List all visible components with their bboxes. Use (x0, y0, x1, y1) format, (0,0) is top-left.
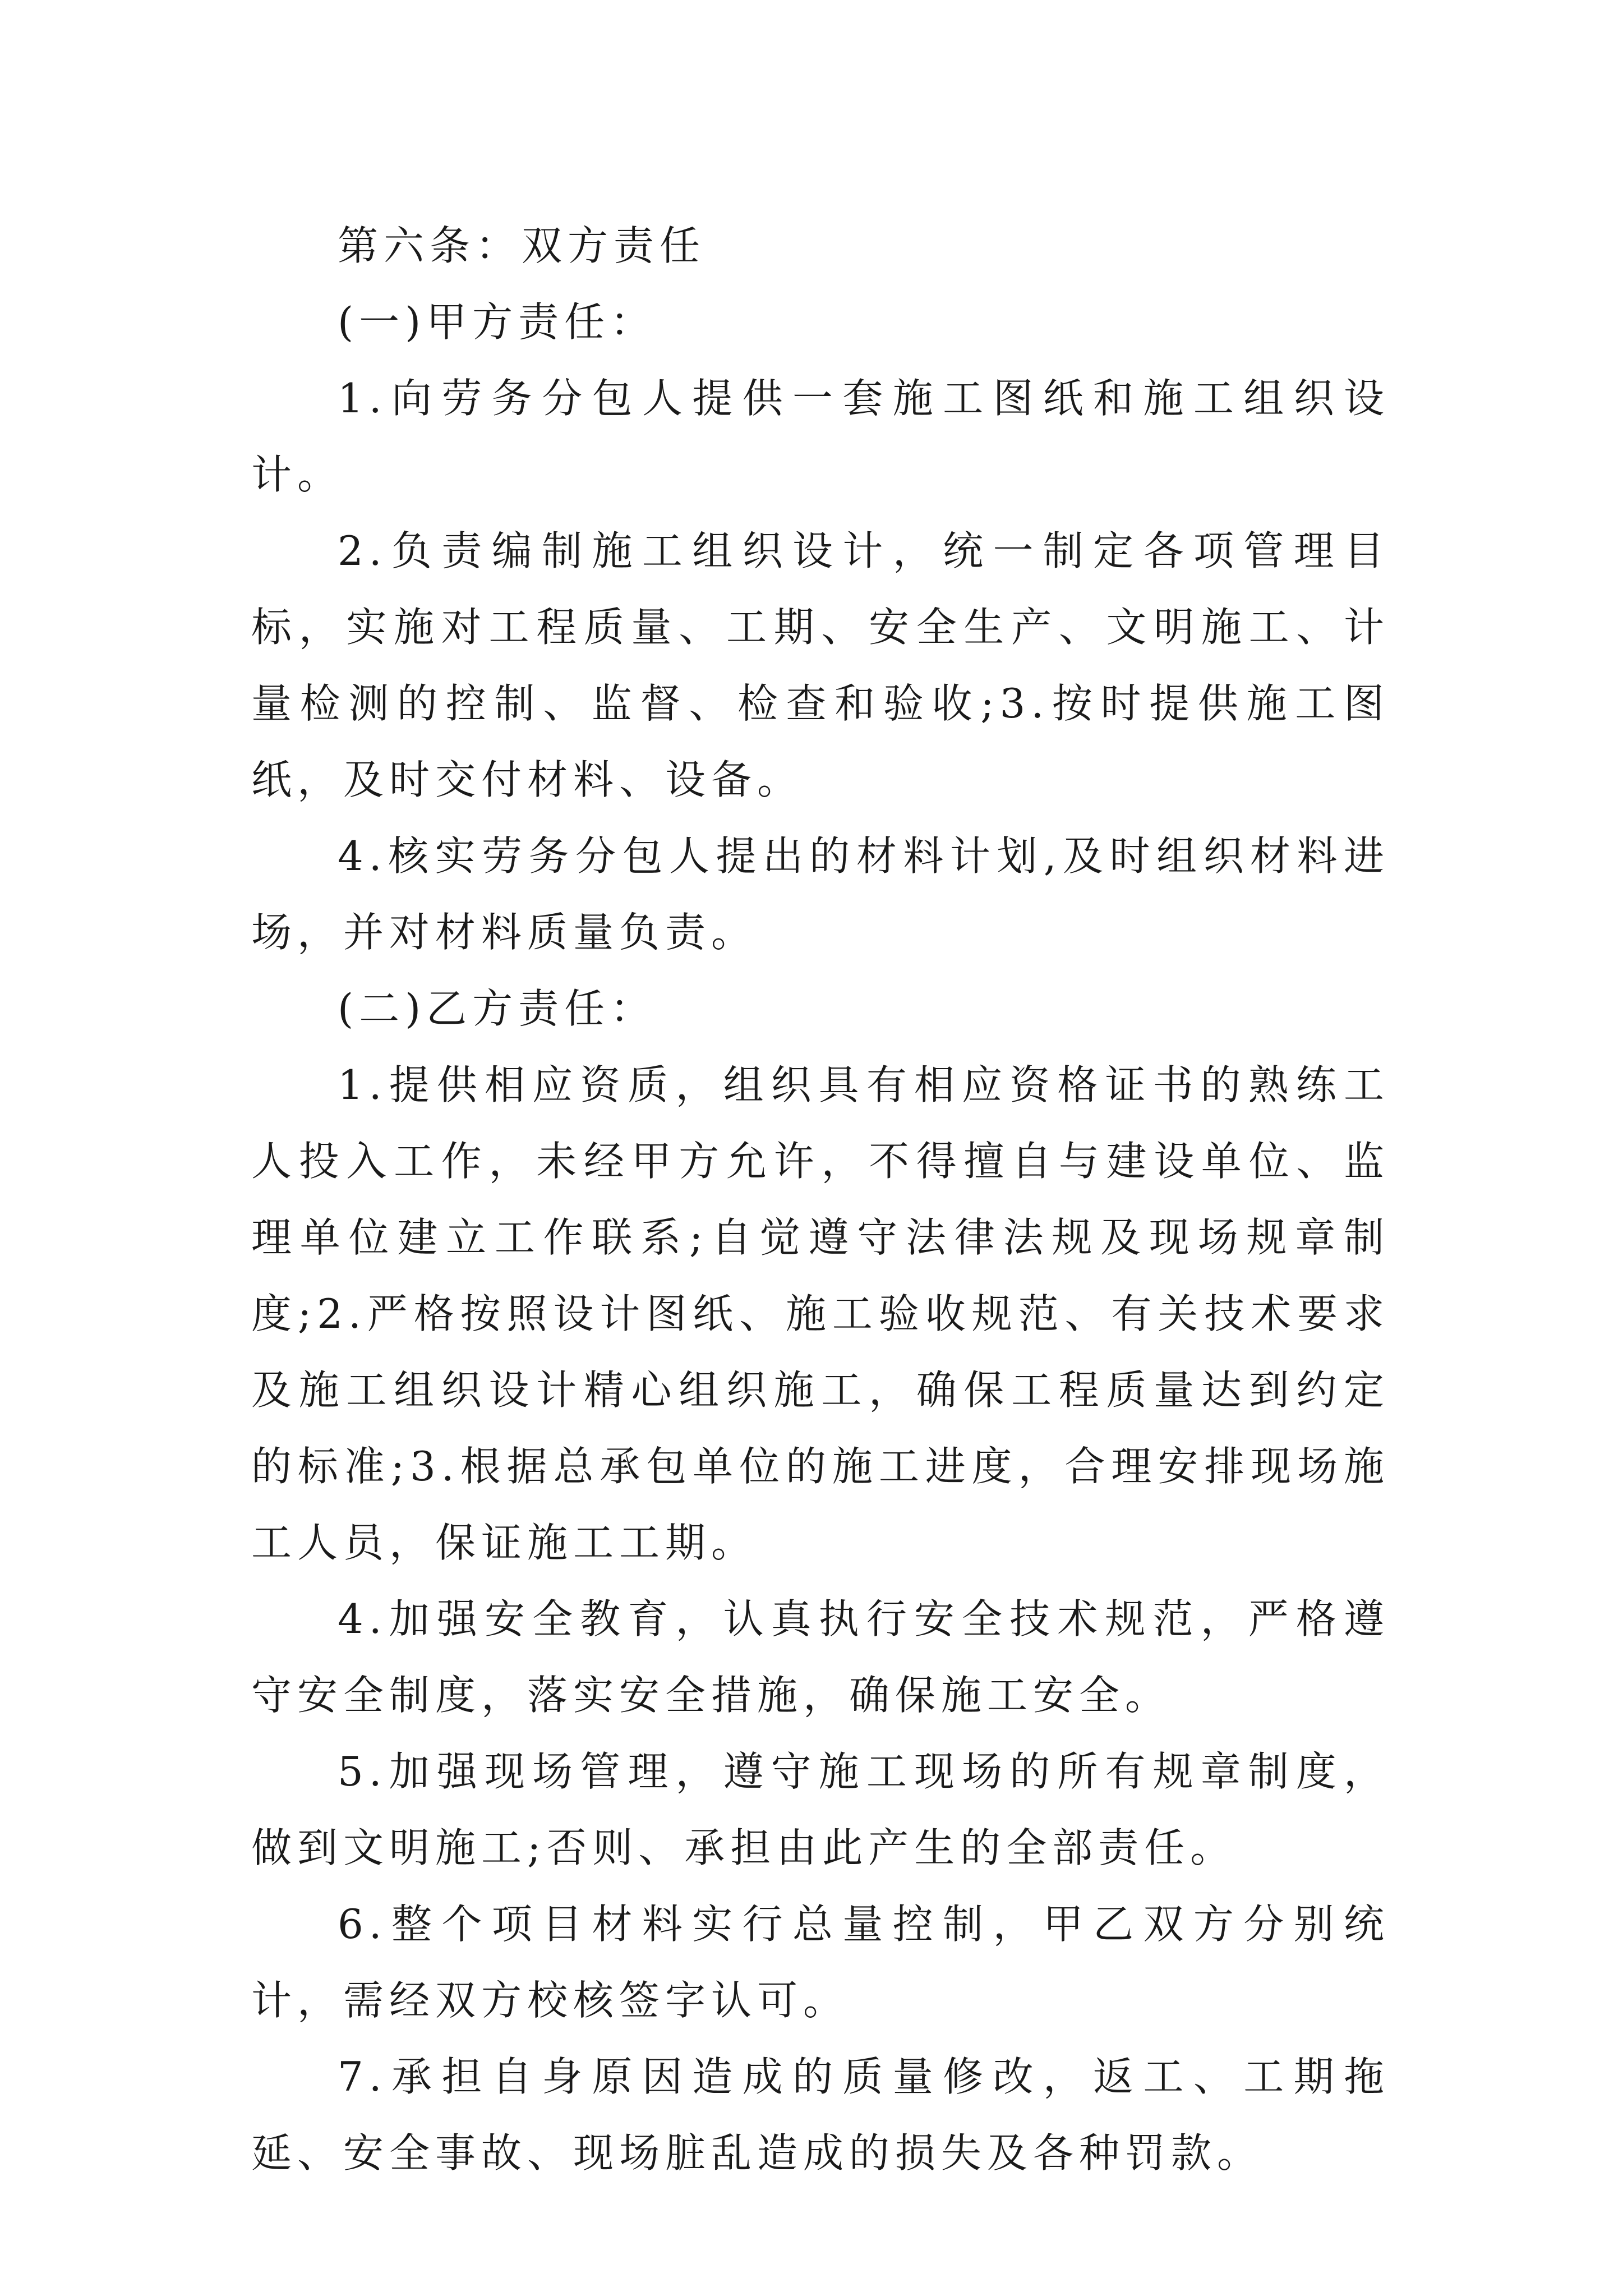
paragraph-b1: 1.提供相应资质，组织具有相应资格证书的熟练工人投入工作，未经甲方允许，不得擅自与建设单位、监理单位建立工作联系;自觉遵守法律法规及现场规章制度;2.严格按照设计图纸、施工验收规范、有关技术要求及施工组织设计精心组织施工，确保工程质量达到约定的标准;3.根据总承包单位的施工进度，合理安排现场施工人员，保证施工工期。 (251, 1061, 1390, 1566)
paragraph-b7: 7.承担自身原因造成的质量修改，返工、工期拖延、安全事故、现场脏乱造成的损失及各种罚款。 (251, 2053, 1390, 2177)
paragraph-a1: 1.向劳务分包人提供一套施工图纸和施工组织设计。 (251, 375, 1390, 498)
paragraph-b6: 6.整个项目材料实行总量控制，甲乙双方分别统计，需经双方校核签字认可。 (251, 1901, 1390, 2024)
document-body (251, 208, 1390, 2191)
section-heading-party-b: (二)乙方责任： (338, 985, 657, 1032)
paragraph-b5: 5.加强现场管理，遵守施工现场的所有规章制度，做到文明施工;否则、承担由此产生的全部责任。 (251, 1748, 1390, 1871)
section-heading-party-a: (一)甲方责任： (338, 298, 657, 346)
paragraph-a4: 4.核实劳务分包人提出的材料计划,及时组织材料进场，并对材料质量负责。 (251, 832, 1390, 956)
paragraph-b4: 4.加强安全教育，认真执行安全技术规范，严格遵守安全制度，落实安全措施，确保施工安全。 (251, 1595, 1390, 1719)
article-heading: 第六条：双方责任 (338, 222, 706, 269)
paragraph-a2: 2.负责编制施工组织设计，统一制定各项管理目标，实施对工程质量、工期、安全生产、文明施工、计量检测的控制、监督、检查和验收;3.按时提供施工图纸，及时交付材料、设备。 (251, 527, 1390, 803)
